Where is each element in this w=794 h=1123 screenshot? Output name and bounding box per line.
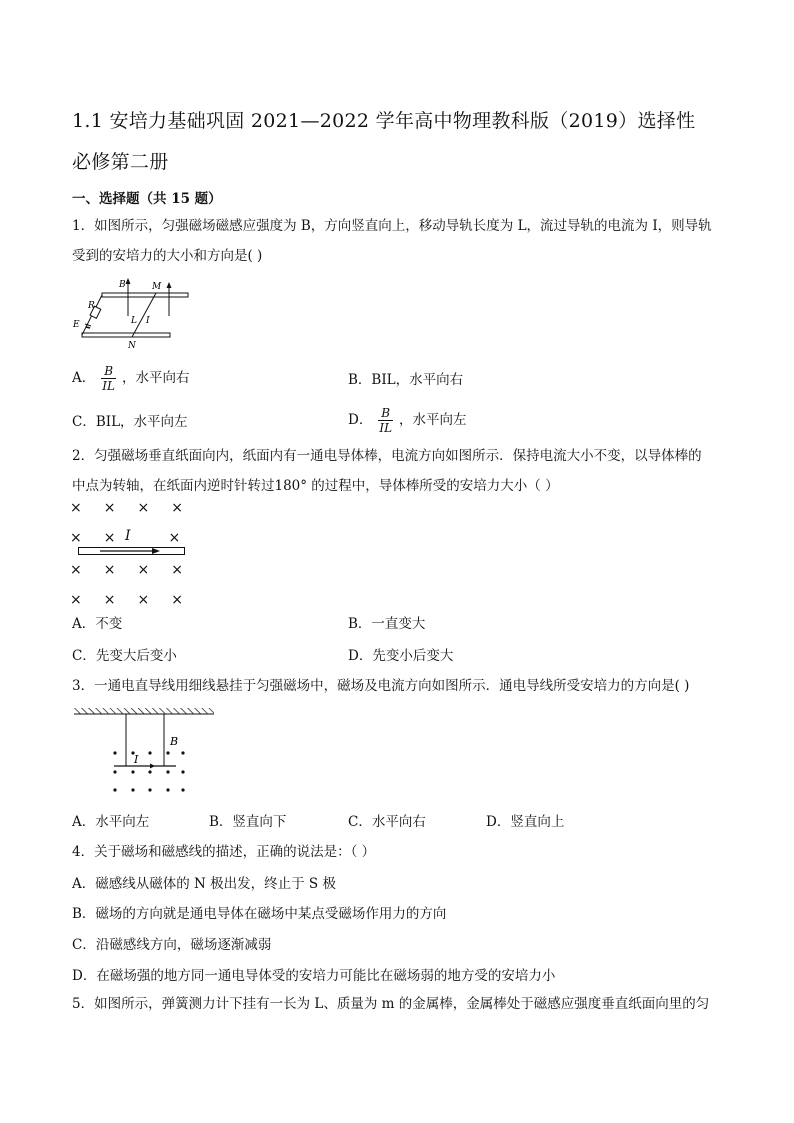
question-4-option-c: C．沿磁感线方向，磁场逐渐减弱 bbox=[72, 937, 272, 953]
question-3-option-c: C．水平向右 bbox=[348, 814, 426, 830]
question-4-option-b: B．磁场的方向就是通电导体在磁场中某点受磁场作用力的方向 bbox=[72, 906, 447, 922]
question-1-option-b: B．BIL，水平向右 bbox=[348, 372, 464, 388]
question-2-option-b: B．一直变大 bbox=[348, 616, 426, 632]
cross-row-3: × × × × bbox=[70, 562, 183, 578]
label-B: B bbox=[170, 735, 179, 748]
question-4-option-d: D．在磁场强的地方同一通电导体受的安培力可能比在磁场弱的地方受的安培力小 bbox=[72, 968, 556, 984]
question-3-option-d: D．竖直向上 bbox=[486, 814, 565, 830]
document-title-line2: 必修第二册 bbox=[72, 151, 169, 173]
label-B: B bbox=[119, 280, 126, 290]
question-3-option-a: A．水平向左 bbox=[72, 814, 150, 830]
question-5-text: 5．如图所示，弹簧测力计下挂有一长为 L、质量为 m 的金属棒，金属棒处于磁感应强度垂直纸面向里的匀 bbox=[72, 996, 710, 1012]
question-1-text: 1．如图所示，匀强磁场磁感应强度为 B，方向竖直向上，移动导轨长度为 L，流过导轨的电流为 I，则导轨 bbox=[72, 218, 712, 234]
question-4-option-a: A．磁感线从磁体的 N 极出发，终止于 S 极 bbox=[72, 876, 336, 892]
label-I: I bbox=[146, 316, 150, 326]
question-1-text-line2: 受到的安培力的大小和方向是( ) bbox=[72, 248, 263, 264]
label-R: R bbox=[88, 301, 95, 311]
question-3-text: 3．一通电直导线用细线悬挂于匀强磁场中，磁场及电流方向如图所示．通电导线所受安培力的方向是( ) bbox=[72, 678, 690, 694]
question-2-option-a: A．不变 bbox=[72, 616, 123, 632]
cross-row-4: × × × × bbox=[70, 592, 183, 608]
label-L: L bbox=[131, 316, 137, 326]
label-N: N bbox=[128, 341, 136, 350]
question-2-figure bbox=[70, 500, 200, 610]
question-4-text: 4．关于磁场和磁感线的描述，正确的说法是：（ ） bbox=[72, 844, 376, 860]
label-I: I bbox=[134, 753, 139, 766]
current-label: I bbox=[125, 528, 131, 544]
question-1-option-c: C．BIL，水平向左 bbox=[72, 414, 188, 430]
question-1-option-a: A． $\frac{B}{IL}$ ，水平向右 bbox=[72, 364, 190, 393]
conductor-rod bbox=[78, 544, 186, 558]
question-2-option-c: C．先变大后变小 bbox=[72, 648, 177, 664]
question-3-option-b: B．竖直向下 bbox=[209, 814, 287, 830]
cross-row-1: × × × × bbox=[70, 500, 183, 516]
document-title: 1.1 安培力基础巩固 2021—2022 学年高中物理教科版（2019）选择性 bbox=[72, 110, 696, 132]
question-2-option-d: D．先变小后变大 bbox=[348, 648, 454, 664]
cross-row-2: × × × bbox=[70, 530, 181, 546]
question-1-option-d: D． $\frac{B}{IL}$ ，水平向左 bbox=[348, 406, 467, 435]
question-1-figure bbox=[68, 276, 198, 350]
label-E: E bbox=[73, 320, 80, 330]
label-M: M bbox=[152, 282, 162, 292]
question-3-figure bbox=[70, 704, 220, 800]
question-2-text: 2．匀强磁场垂直纸面向内，纸面内有一通电导体棒，电流方向如图所示．保持电流大小不变，以导体棒的 bbox=[72, 448, 702, 464]
section-heading: 一、选择题（共 15 题） bbox=[72, 191, 222, 207]
question-2-text-line2: 中点为转轴，在纸面内逆时针转过180° 的过程中，导体棒所受的安培力大小（ ） bbox=[72, 478, 559, 494]
